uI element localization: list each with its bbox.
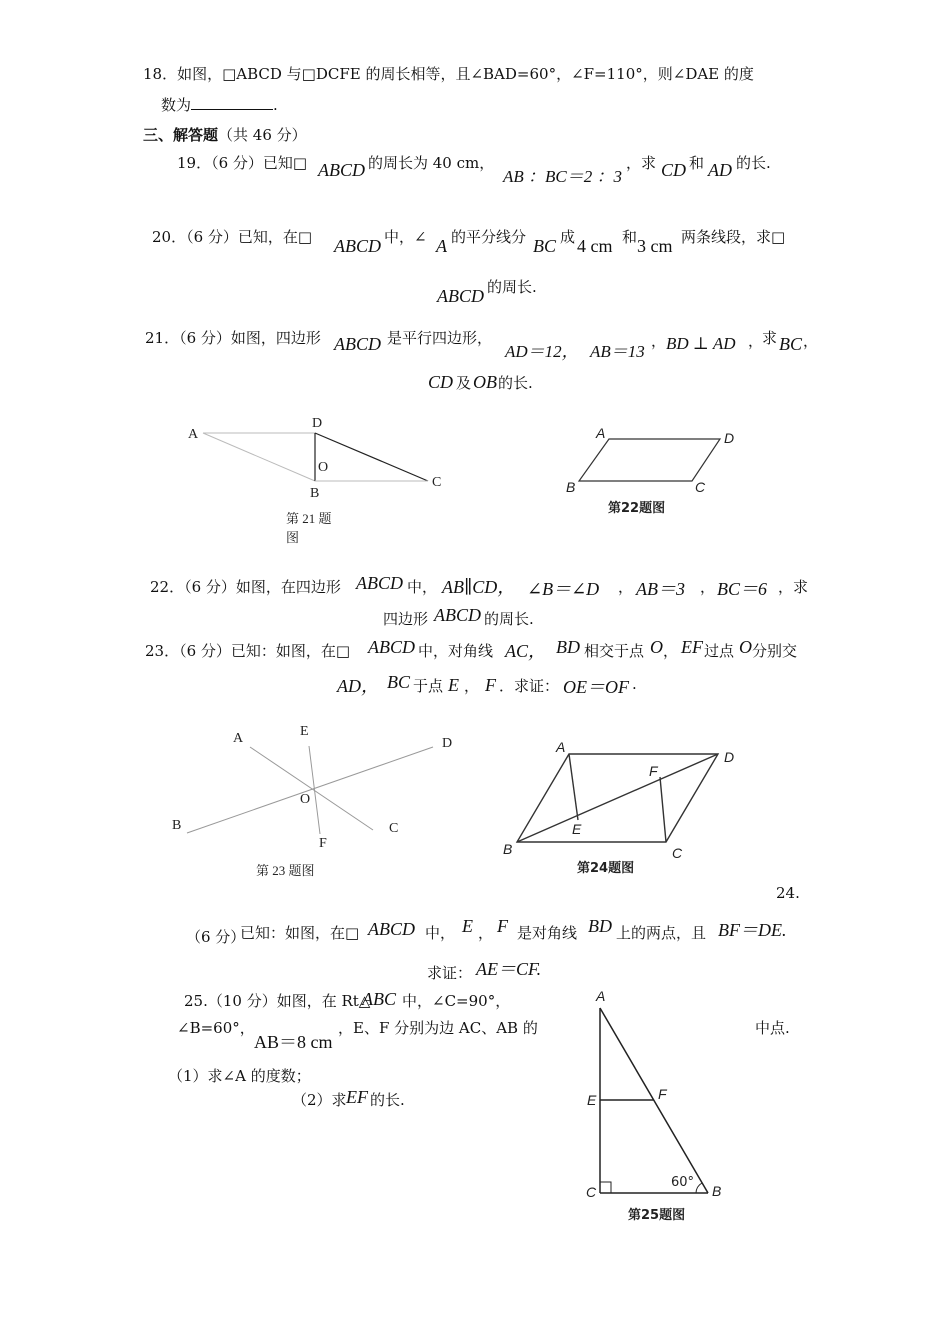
q24-f: ，	[478, 924, 494, 942]
q21-f: ，	[651, 332, 667, 350]
q19-f: CD	[661, 160, 687, 180]
q22-k: 四边形	[383, 610, 429, 628]
q20-e: 的平分线分	[451, 228, 527, 246]
fig22-label-a: A	[596, 425, 606, 441]
fig23-label-d: D	[442, 736, 453, 751]
q24-b: 已知：如图，在□	[240, 924, 360, 942]
q21-a: 21．（6 分）如图，四边形	[145, 329, 321, 347]
q25-a: 25.（10 分）如图，在 Rt△	[184, 992, 371, 1010]
fig21-label-c: C	[432, 475, 442, 490]
q23-h: ，	[663, 642, 679, 660]
q25-b: ABC	[362, 989, 396, 1009]
section-title: 三、解答题（共 46 分）	[143, 126, 307, 144]
fig24-label-d: D	[724, 749, 735, 765]
q19-d: AB ：BC＝2 ：3	[503, 167, 622, 186]
q18-line1: 18．如图，□ABCD 与□DCFE 的周长相等，且∠BAD=60°，∠F=110°，则∠DAE 的度	[143, 65, 754, 83]
q23-c: 中，对角线	[418, 642, 494, 660]
fig23-label-c: C	[389, 821, 399, 836]
fig25-label-b: B	[712, 1183, 722, 1199]
q20-i: 和	[622, 228, 638, 246]
fig25-label-f: F	[658, 1086, 667, 1102]
q25-c: 中，∠C=90°，	[402, 992, 511, 1010]
fig21-caption-2: 图	[286, 530, 300, 545]
q19-e: ，求	[626, 154, 657, 172]
q22-b: ABCD	[356, 573, 403, 593]
q24-k: BF＝DE.	[718, 920, 787, 940]
fig23-label-e: E	[300, 724, 309, 739]
q24-m: AE＝CF.	[476, 959, 542, 979]
q25-h: （1）求∠A 的度数；	[168, 1067, 311, 1085]
fig23-label-o: O	[300, 792, 311, 807]
fig24-label-c: C	[672, 845, 683, 861]
q21-j: BC	[779, 334, 803, 354]
q22-j: ，求	[778, 578, 809, 596]
q20-h: 4 cm	[577, 236, 613, 256]
fig25-label-a: A	[596, 988, 606, 1004]
q24-i: BD	[588, 916, 612, 936]
q24-j: 上的两点，且	[616, 924, 707, 942]
fig24-label-a: A	[556, 739, 566, 755]
fig25-angle-label: 60°	[671, 1175, 695, 1190]
q23-l: 分别交	[752, 642, 798, 660]
q21-h: ，	[748, 332, 764, 350]
q21-b: ABCD	[334, 334, 381, 354]
q21-o: 的长.	[498, 374, 533, 392]
q23-q: ，	[464, 677, 480, 695]
fig24-label-f: F	[649, 763, 658, 779]
fig23-label-f: F	[319, 836, 327, 851]
fig25-label-e: E	[587, 1092, 597, 1108]
q20-l: ABCD	[437, 286, 484, 306]
q22-g: AB＝3	[636, 579, 685, 599]
q20-m: 的周长.	[487, 278, 537, 296]
q23-d: AC，	[505, 641, 547, 661]
q19-a: 19．（6 分）已知□	[177, 154, 308, 172]
q20-b: ABCD	[334, 236, 381, 256]
q23-i: EF	[681, 637, 703, 657]
q25-k: 的长.	[370, 1091, 405, 1109]
q22-a: 22．（6 分）如图，在四边形	[150, 578, 341, 596]
fig22-label-d: D	[724, 430, 735, 446]
q25-f: ，E、F 分别为边 AC、AB 的	[338, 1019, 538, 1037]
q21-m: 及	[456, 374, 472, 392]
q25-e: AB＝8 cm	[254, 1032, 333, 1052]
q23-g: O	[650, 637, 663, 657]
q21-i: 求	[762, 329, 778, 347]
q22-c: 中，	[407, 578, 438, 596]
fig21-label-a: A	[188, 427, 199, 442]
fig25-label-c: C	[586, 1184, 597, 1200]
q23-e: BD	[556, 637, 580, 657]
q24-num: 24.	[776, 884, 800, 902]
fig22-label-b: B	[566, 479, 576, 495]
q22-e: ∠B＝∠D	[527, 579, 600, 599]
q23-s: ．求证：	[499, 677, 560, 695]
fig23-label-b: B	[172, 818, 182, 833]
q23-b: ABCD	[368, 637, 415, 657]
q23-a: 23．（6 分）已知：如图，在□	[145, 642, 351, 660]
fig21-label-o: O	[318, 460, 329, 475]
fig22-caption: 第22题图	[608, 501, 666, 516]
q25-j: EF	[346, 1087, 368, 1107]
q23-f: 相交于点	[584, 642, 645, 660]
q21-k: ，	[803, 332, 819, 350]
q23-j: 过点	[704, 642, 735, 660]
q19-h: AD	[708, 160, 732, 180]
fig25-angle-arc	[696, 1183, 702, 1193]
fig21-label-b: B	[310, 486, 320, 501]
q19-c: 的周长为 40 cm，	[368, 154, 495, 172]
q22-i: BC＝6	[717, 579, 768, 599]
q24-l: 求证：	[427, 964, 473, 982]
q24-g: F	[497, 916, 508, 936]
q22-h: ，	[700, 578, 716, 596]
q23-n: BC	[387, 672, 411, 692]
q19-b: ABCD	[318, 160, 365, 180]
q23-u: .	[632, 675, 637, 693]
fig21-label-d: D	[312, 416, 323, 431]
q23-r: F	[485, 675, 496, 695]
fig24-caption: 第24题图	[577, 861, 635, 876]
q23-m: AD，	[337, 676, 379, 696]
fig25-right-angle-mark	[600, 1182, 611, 1193]
q21-n: OB	[473, 372, 497, 392]
q24-h: 是对角线	[517, 924, 578, 942]
q24-e: E	[462, 916, 473, 936]
fig24-label-b: B	[503, 841, 513, 857]
q18-line2: 数为 .	[161, 96, 278, 114]
q22-l: ABCD	[434, 605, 481, 625]
fig23-label-a: A	[233, 731, 244, 746]
q20-j: 3 cm	[637, 236, 673, 256]
fig23-caption: 第 23 题图	[256, 863, 315, 878]
q25-g: 中点.	[755, 1019, 790, 1037]
q19-i: 的长.	[736, 154, 771, 172]
q23-k: O	[739, 637, 752, 657]
q22-d: AB∥CD，	[442, 577, 516, 597]
q23-o: 于点	[413, 677, 444, 695]
fig25-caption: 第25题图	[628, 1208, 686, 1223]
fig24-label-e: E	[572, 821, 582, 837]
q23-t: OE＝OF	[563, 677, 629, 697]
fig22-label-c: C	[695, 479, 706, 495]
q19-g: 和	[689, 154, 705, 172]
q22-m: 的周长.	[484, 610, 534, 628]
q21-g: BD ⊥ AD	[666, 334, 736, 353]
q24-d: 中，	[425, 924, 456, 942]
q23-p: E	[448, 675, 459, 695]
q24-c: ABCD	[368, 919, 415, 939]
q20-k: 两条线段，求□	[681, 228, 786, 246]
q21-l: CD	[428, 372, 454, 392]
fig21-caption: 第 21 题	[286, 511, 332, 526]
q20-f: BC	[533, 236, 557, 256]
q20-g: 成	[560, 228, 576, 246]
q20-c: 中，∠	[384, 228, 427, 246]
q25-d: ∠B=60°，	[177, 1019, 255, 1037]
q24-a: （6 分）	[186, 928, 246, 946]
q21-d: AD＝12，	[505, 342, 579, 361]
q20-a: 20．（6 分）已知，在□	[152, 228, 313, 246]
q21-c: 是平行四边形，	[387, 329, 493, 347]
q20-d: A	[436, 236, 447, 256]
q22-f: ，	[618, 578, 634, 596]
q25-i: （2）求	[292, 1091, 347, 1109]
q21-e: AB＝13	[590, 342, 645, 361]
